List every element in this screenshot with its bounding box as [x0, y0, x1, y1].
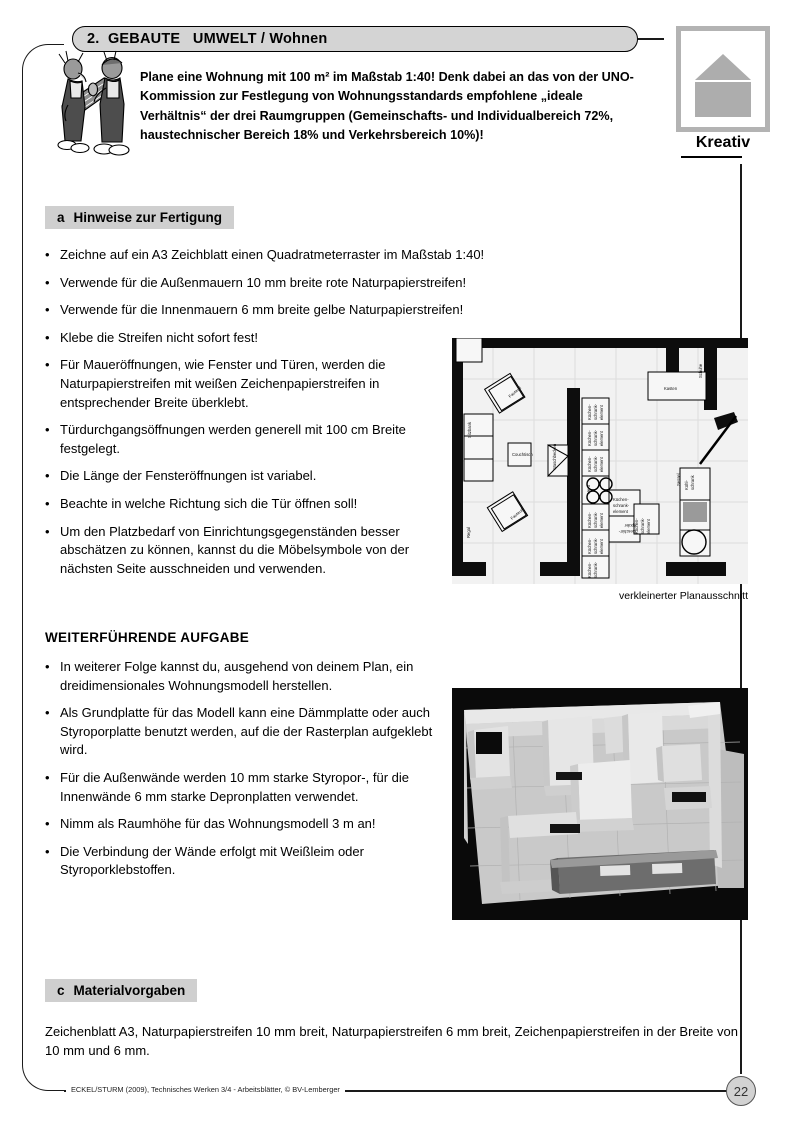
- bullet-dot: •: [45, 357, 50, 373]
- page-title-pill: [72, 26, 638, 52]
- svg-text:schrank-: schrank-: [593, 561, 598, 578]
- svg-text:element: element: [599, 513, 604, 528]
- kreativ-badge-label: Kreativ: [695, 134, 751, 151]
- bullet-dot: •: [45, 769, 50, 785]
- svg-text:Küchen-: Küchen-: [634, 518, 639, 534]
- bullet-dot: •: [45, 329, 50, 345]
- svg-text:Fauteuil: Fauteuil: [507, 385, 523, 399]
- svg-text:element: element: [599, 457, 604, 472]
- svg-text:schrank-: schrank-: [593, 537, 598, 554]
- section-c-letter: c: [57, 983, 65, 998]
- svg-text:Kasten: Kasten: [664, 386, 678, 391]
- svg-text:Küchen-: Küchen-: [587, 538, 592, 554]
- list-item: [45, 815, 440, 834]
- weiterfuehrende-aufgabe-heading: WEITERFÜHRENDE AUFGABE: [45, 630, 250, 645]
- list-item: [45, 495, 440, 514]
- svg-text:Küchen-: Küchen-: [613, 497, 629, 502]
- house-icon-roof: [695, 54, 751, 80]
- svg-text:Küchen-: Küchen-: [587, 562, 592, 578]
- svg-text:schrank: schrank: [690, 475, 695, 490]
- list-item-text: Für Maueröffnungen, wie Fenster und Türen, werden die Naturpapierstreifen mit weißen Zeichenpapierstreifen in entsprechender Breite überklebt.: [60, 357, 386, 410]
- title-connector-line: [638, 38, 664, 40]
- svg-text:Geschirr-: Geschirr-: [618, 529, 636, 534]
- list-item: [45, 467, 440, 486]
- svg-text:element: element: [599, 431, 604, 446]
- bullet-dot: •: [45, 468, 50, 484]
- list-item: [45, 658, 440, 695]
- list-item: [45, 704, 440, 760]
- svg-text:schrank-: schrank-: [593, 403, 598, 420]
- floor-plan-caption: verkleinerter Planausschnitt: [619, 590, 748, 602]
- list-item-text: Verwende für die Außenmauern 10 mm breite rote Naturpapierstreifen!: [60, 274, 467, 290]
- list-item: [45, 246, 735, 265]
- page-number-badge: 22: [726, 1076, 756, 1106]
- section-a-header: [45, 206, 234, 229]
- svg-text:element: element: [599, 405, 604, 420]
- section-a-letter: a: [57, 210, 65, 225]
- list-item: [45, 523, 440, 579]
- list-item-text: Zeichne auf ein A3 Zeichblatt einen Quadratmeterraster im Maßstab 1:40!: [60, 247, 485, 262]
- svg-text:schrank-: schrank-: [593, 511, 598, 528]
- svg-text:element: element: [646, 519, 651, 534]
- bullet-dot: •: [45, 495, 50, 511]
- svg-text:Sessel: Sessel: [676, 473, 681, 486]
- svg-text:schrank-: schrank-: [593, 429, 598, 446]
- section-c-header: [45, 979, 197, 1002]
- svg-text:element: element: [599, 539, 604, 554]
- bullet-dot: •: [45, 523, 50, 539]
- list-item-text: Für die Außenwände werden 10 mm starke Styropor-, für die Innenwände 6 mm starke Depronplatten verwendet.: [60, 769, 409, 804]
- svg-text:Waschbecken: Waschbecken: [552, 443, 557, 470]
- kreativ-badge-box: [676, 26, 770, 132]
- svg-text:Couchtisch: Couchtisch: [512, 452, 533, 457]
- bullet-dot: •: [45, 422, 50, 438]
- list-item: [45, 356, 440, 412]
- svg-text:Fauteuil: Fauteuil: [509, 507, 525, 521]
- svg-text:schrank-: schrank-: [593, 455, 598, 472]
- svg-text:schrank-: schrank-: [640, 517, 645, 534]
- svg-text:Regal: Regal: [466, 527, 471, 538]
- bullet-dot: •: [45, 843, 50, 859]
- list-item-text: Die Verbindung der Wände erfolgt mit Weißleim oder Styroporklebstoffen.: [60, 843, 364, 878]
- section-a-title: Hinweise zur Fertigung: [73, 210, 223, 225]
- list-item: [45, 301, 735, 320]
- list-item: [45, 421, 440, 458]
- section-c-paragraph: Zeichenblatt A3, Naturpapierstreifen 10 mm breit, Naturpapierstreifen 6 mm breit, Zeichenpapierstreifen in der Breite von 10 mm und 6 mm.: [45, 1024, 738, 1058]
- svg-text:Küchen-: Küchen-: [587, 456, 592, 472]
- list-item-text: Türdurchgangsöffnungen werden generell mit 100 cm Breite festgelegt.: [60, 422, 406, 456]
- list-item-text: Die Länge der Fensteröffnungen ist variabel.: [60, 468, 317, 484]
- floor-plan-figure: [452, 338, 748, 584]
- svg-text:Küchen-: Küchen-: [587, 404, 592, 420]
- list-item-text: Nimm als Raumhöhe für das Wohnungsmodell 3 m an!: [60, 816, 376, 832]
- list-item-text: Klebe die Streifen nicht sofort fest!: [60, 329, 258, 345]
- list-item: [45, 274, 735, 293]
- svg-text:Sitzbank: Sitzbank: [467, 421, 472, 438]
- page-frame-right: [740, 164, 742, 1074]
- svg-text:schrank-: schrank-: [613, 503, 630, 508]
- list-item: [45, 769, 440, 806]
- svg-text:Küchen-: Küchen-: [587, 430, 592, 446]
- page-title: 2. GEBAUTE UMWELT / Wohnen: [87, 31, 328, 47]
- kreativ-underline: [681, 156, 742, 158]
- svg-text:Herd: Herd: [586, 484, 591, 494]
- svg-text:Küchen-: Küchen-: [587, 512, 592, 528]
- list-item: [45, 843, 440, 880]
- bullet-dot: •: [45, 274, 50, 290]
- list-item-text: Um den Platzbedarf von Einrichtungsgegenständen besser abschätzen zu können, kannst du die Möbelsymbole von der nächsten Seite ausschneiden und verwenden.: [60, 523, 410, 576]
- bullet-dot: •: [45, 247, 50, 262]
- weiterfuehrende-bullet-list: [45, 658, 440, 889]
- list-item-text: Als Grundplatte für das Modell kann eine Dämmplatte oder auch Styroporplatte benutzt werden, auf die der Rasterplan aufgeklebt wird.: [60, 705, 433, 758]
- section-c-title: Materialvorgaben: [73, 983, 186, 998]
- list-item-text: Beachte in welche Richtung sich die Tür öffnen soll!: [60, 495, 358, 511]
- svg-text:Schuhe: Schuhe: [698, 363, 703, 378]
- footer-credit: ECKEL/STURM (2009), Technisches Werken 3/4 - Arbeitsblätter, © BV-Lemberger: [66, 1085, 345, 1094]
- bullet-dot: •: [45, 705, 50, 721]
- svg-text:element: element: [613, 509, 628, 514]
- svg-text:spüler: spüler: [624, 523, 636, 528]
- house-icon-body: [695, 82, 751, 117]
- list-item-text: In weiterer Folge kannst du, ausgehend von deinem Plan, ein dreidimensionales Wohnungsmodell herstellen.: [60, 659, 414, 693]
- list-item-text: Verwende für die Innenmauern 6 mm breite gelbe Naturpapierstreifen!: [60, 302, 464, 318]
- bullet-dot: •: [45, 302, 50, 318]
- model-photo: [452, 688, 748, 920]
- two-workers-illustration: [56, 50, 140, 172]
- bullet-dot: •: [45, 816, 50, 832]
- bullet-dot: •: [45, 659, 50, 674]
- intro-paragraph: Plane eine Wohnung mit 100 m² im Maßstab 1:40! Denk dabei an das von der UNO-Kommission zur Festlegung von Wohnungsstandards empfohlene „ideale Verhältnis“ der drei Raumgruppen (Gemeinschafts- und Individualbereich 72%, haustechnischer Bereich 18% und Verkehrsbereich 10%)!: [140, 70, 634, 143]
- svg-text:Kühl-: Kühl-: [684, 480, 689, 490]
